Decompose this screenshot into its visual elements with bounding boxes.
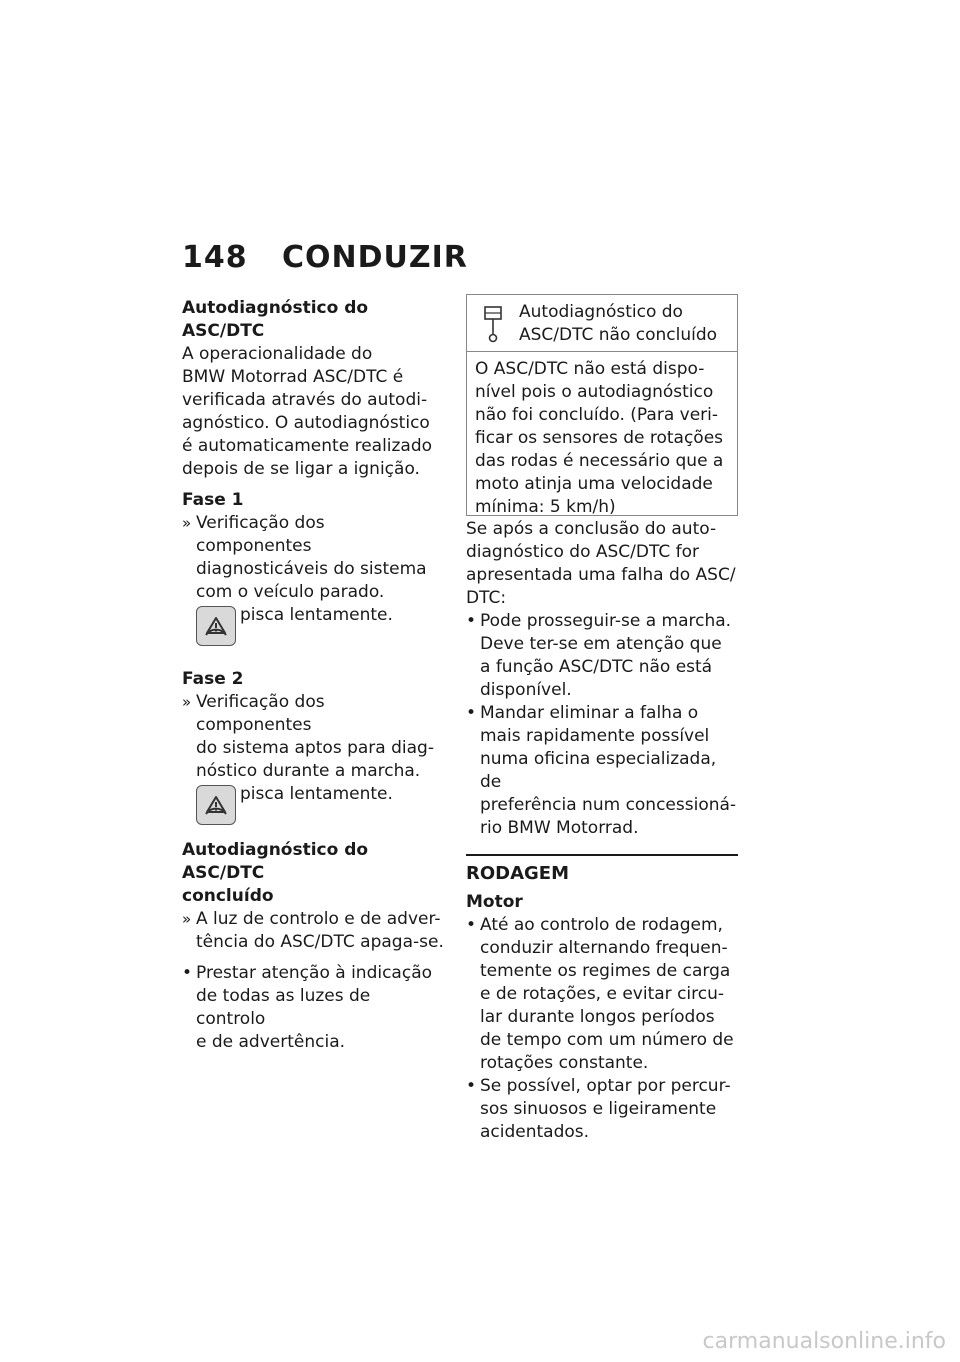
text-line: nível pois o autodiagnóstico — [475, 382, 714, 402]
text-line: • Prestar atenção à indicação — [196, 963, 433, 983]
text-line: numa oficina especializada, de — [480, 749, 717, 792]
text-line: e de advertência. — [196, 1032, 346, 1052]
text-line: rio BMW Motorrad. — [480, 818, 639, 838]
bullet-item — [466, 702, 738, 840]
text-line: BMW Motorrad ASC/DTC é — [182, 367, 404, 387]
text-line: disponível. — [480, 680, 572, 700]
text-line: DTC: — [466, 588, 507, 608]
text-line: apresentada uma falha do ASC/ — [466, 565, 736, 585]
text-line: de tempo com um número de — [480, 1030, 734, 1050]
text-line: nóstico durante a marcha. — [196, 761, 421, 781]
text-line: rotações constante. — [480, 1053, 649, 1073]
indicator-text: pisca lentamente. — [240, 605, 393, 625]
left-column — [182, 297, 444, 1054]
text-line: depois de se ligar a ignição. — [182, 459, 420, 479]
text-line: mais rapidamente possível — [480, 726, 710, 746]
fase2-step — [182, 691, 444, 827]
text-line: ficar os sensores de rotações — [475, 428, 724, 448]
text-line: com o veículo parado. — [196, 582, 385, 602]
text-line: verificada através do autodi- — [182, 390, 428, 410]
page-header — [182, 240, 468, 275]
intro-paragraph — [182, 343, 444, 481]
bullet-item — [182, 962, 444, 1054]
text-line: diagnosticáveis do sistema — [196, 559, 427, 579]
notice-box-title — [519, 301, 733, 347]
text-line: agnóstico. O autodiagnóstico — [182, 413, 430, 433]
section-divider — [466, 854, 738, 856]
section-title: CONDUZIR — [282, 240, 468, 275]
text-line: A operacionalidade do — [182, 344, 373, 364]
warning-triangle-icon — [196, 606, 236, 646]
text-line: O ASC/DTC não está dispo- — [475, 359, 705, 379]
text-line: diagnóstico do ASC/DTC for — [466, 542, 700, 562]
notice-box-body — [467, 352, 737, 519]
notice-box-header — [467, 295, 737, 352]
text-line: mínima: 5 km/h) — [475, 497, 616, 517]
text-line: • Mandar eliminar a falha o — [480, 703, 699, 723]
text-line: Deve ter-se em atenção que — [480, 634, 722, 654]
text-line: lar durante longos períodos — [480, 1007, 715, 1027]
text-line: Autodiagnóstico do — [519, 302, 683, 322]
heading-autodiagnostico: Autodiagnóstico do ASC/DTC — [182, 298, 369, 341]
text-line: • Pode prosseguir-se a marcha. — [480, 611, 732, 631]
text-line: acidentados. — [480, 1122, 590, 1142]
heading-concluido — [182, 839, 444, 908]
subsection-motor: Motor — [466, 892, 523, 912]
fase2-indicator — [196, 783, 444, 827]
text-line: do sistema aptos para diag- — [196, 738, 434, 758]
indicator-text: pisca lentamente. — [240, 784, 393, 804]
text-line: » A luz de controlo e de adver- — [196, 909, 441, 929]
text-line: ASC/DTC não concluído — [519, 325, 718, 345]
text-line: conduzir alternando frequen- — [480, 938, 728, 958]
text-line: não foi concluído. (Para veri- — [475, 405, 719, 425]
bullet-item — [466, 1075, 738, 1144]
section-heading-rodagem: RODAGEM — [466, 863, 570, 884]
text-line: tência do ASC/DTC apaga-se. — [196, 932, 444, 952]
fase1-step — [182, 512, 444, 648]
text-line: • Até ao controlo de rodagem, — [480, 915, 723, 935]
warning-triangle-icon — [196, 785, 236, 825]
text-line: Autodiagnóstico do ASC/DTC — [182, 840, 369, 883]
text-line: de todas as luzes de controlo — [196, 986, 371, 1029]
failure-paragraph — [466, 518, 738, 610]
bullet-item — [466, 610, 738, 702]
fase1-indicator — [196, 604, 444, 648]
notice-box — [466, 294, 738, 516]
text-line: sos sinuosos e ligeiramente — [480, 1099, 717, 1119]
watermark: carmanualsonline.info — [702, 1329, 946, 1354]
right-column — [466, 518, 738, 1144]
page-number: 148 — [182, 240, 248, 275]
text-line: moto atinja uma velocidade — [475, 474, 713, 494]
text-line: concluído — [182, 886, 274, 906]
bullet-item — [466, 914, 738, 1075]
fase1-title: Fase 1 — [182, 490, 244, 510]
text-line: temente os regimes de carga — [480, 961, 731, 981]
text-line: » Verificação dos componentes — [196, 692, 325, 735]
fase2-title: Fase 2 — [182, 669, 244, 689]
concluido-step — [182, 908, 444, 954]
text-line: é automaticamente realizado — [182, 436, 433, 456]
text-line: » Verificação dos componentes — [196, 513, 325, 556]
text-line: Se após a conclusão do auto- — [466, 519, 717, 539]
wrench-icon — [481, 305, 505, 343]
text-line: a função ASC/DTC não está — [480, 657, 713, 677]
text-line: • Se possível, optar por percur- — [480, 1076, 731, 1096]
text-line: preferência num concessioná- — [480, 795, 737, 815]
text-line: das rodas é necessário que a — [475, 451, 724, 471]
text-line: e de rotações, e evitar circu- — [480, 984, 725, 1004]
